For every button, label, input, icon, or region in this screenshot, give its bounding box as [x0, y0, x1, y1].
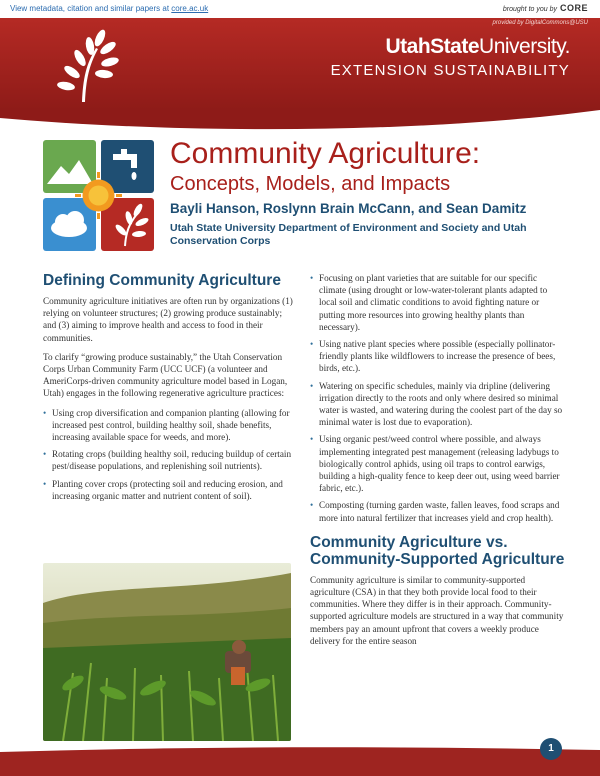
- farm-photo: [43, 563, 291, 741]
- metadata-prefix: View metadata, citation and similar papers at: [10, 4, 172, 13]
- usu-wordmark: [386, 35, 571, 59]
- document-subtitle: Concepts, Models, and Impacts: [170, 173, 451, 195]
- community-agriculture-tiles-icon: [43, 140, 154, 251]
- wheat-logo-icon: [52, 24, 122, 104]
- document-title: Community Agriculture:: [170, 137, 481, 170]
- provided-by-text: provided by DigitalCommons@USU: [492, 20, 588, 26]
- extension-sustainability-label: EXTENSION SUSTAINABILITY: [330, 62, 570, 79]
- usu-wordmark-rest: University.: [479, 35, 570, 58]
- section-heading-vs-csa: Community Agriculture vs. Community-Supported Agriculture: [310, 533, 565, 568]
- list-item: • Using crop diversification and companion planting (allowing for increased pest control, building healthy soil, shade benefits, increasing available space for weeds, and more).: [43, 407, 293, 444]
- list-item: • Composting (turning garden waste, fallen leaves, food scraps and more into natural fertilizer that increases yield and crop health).: [310, 499, 565, 523]
- practices-list-continued: [310, 272, 565, 524]
- list-item: • Watering on specific schedules, mainly via dripline (delivering irrigation directly to the roots and only where desired so minimal water is wasted, and watering during the coolest part of the day so minimal water is lost due to evaporation).: [310, 380, 565, 429]
- core-link[interactable]: core.ac.uk: [171, 4, 209, 13]
- footer-wave: [0, 746, 600, 776]
- left-column: [43, 272, 293, 507]
- authors: Bayli Hanson, Roslynn Brain McCann, and Sean Damitz: [170, 201, 527, 216]
- core-badge[interactable]: [503, 3, 588, 13]
- section-heading-defining: Defining Community Agriculture: [43, 272, 281, 289]
- banner-wave: [0, 108, 600, 138]
- page-number: 1: [540, 738, 562, 760]
- list-item: • Planting cover crops (protecting soil and reducing erosion, and increasing organic matter and nutrient content of soil).: [43, 478, 293, 502]
- paragraph: Community agriculture is similar to community-supported agriculture (CSA) in that they both provide local food to their communities. Where they differ is in their approach. Community-supported agriculture models are structured in a way that community members pay an amount upfront that covers a weekly produce delivery for the entire season: [310, 574, 564, 646]
- core-metadata-bar: [0, 0, 600, 19]
- core-logo-text: CORE: [559, 3, 588, 13]
- affiliation: Utah State University Department of Environment and Society and Utah Conservation Corps: [170, 222, 527, 247]
- right-column: [310, 272, 565, 654]
- list-item: • Rotating crops (building healthy soil, reducing buildup of certain pest/disease populations, and replenishing soil nutrients).: [43, 448, 293, 472]
- list-item: • Using native plant species where possible (especially pollinator-friendly plants like wildflowers to increase the presence of bees, birds, etc.).: [310, 338, 565, 375]
- metadata-text: [10, 4, 208, 13]
- list-item: • Focusing on plant varieties that are suitable for our specific climate (using drought or low-water-tolerant plants adapted to local soil and climatic conditions to avoid fighting nature or putting more resources into growing healthy plants than necessary).: [310, 272, 565, 333]
- list-item: • Using organic pest/weed control where possible, and always implementing integrated pest management (releasing ladybugs to biologically control aphids, using oil traps to control earwigs, building a high-quality fence to keep deer out, using weed barrier fabric, etc.).: [310, 433, 565, 494]
- practices-list: [43, 407, 293, 502]
- usu-banner: [0, 18, 600, 110]
- paragraph: To clarify “growing produce sustainably,” the Utah Conservation Corps Urban Community Farm (UCC UCF) (a volunteer and AmeriCorps-driven community agriculture model based in Logan, Utah) engages in the following regenerative agriculture practices:: [43, 351, 288, 399]
- usu-wordmark-bold: UtahState: [385, 35, 480, 58]
- brought-text: brought to you by: [502, 6, 557, 13]
- paragraph: Community agriculture initiatives are often run by organizations (1) relying on volunteer structures; (2) growing produce sustainably; and (3) aiming to improve health and access to food in their communities.: [43, 296, 293, 343]
